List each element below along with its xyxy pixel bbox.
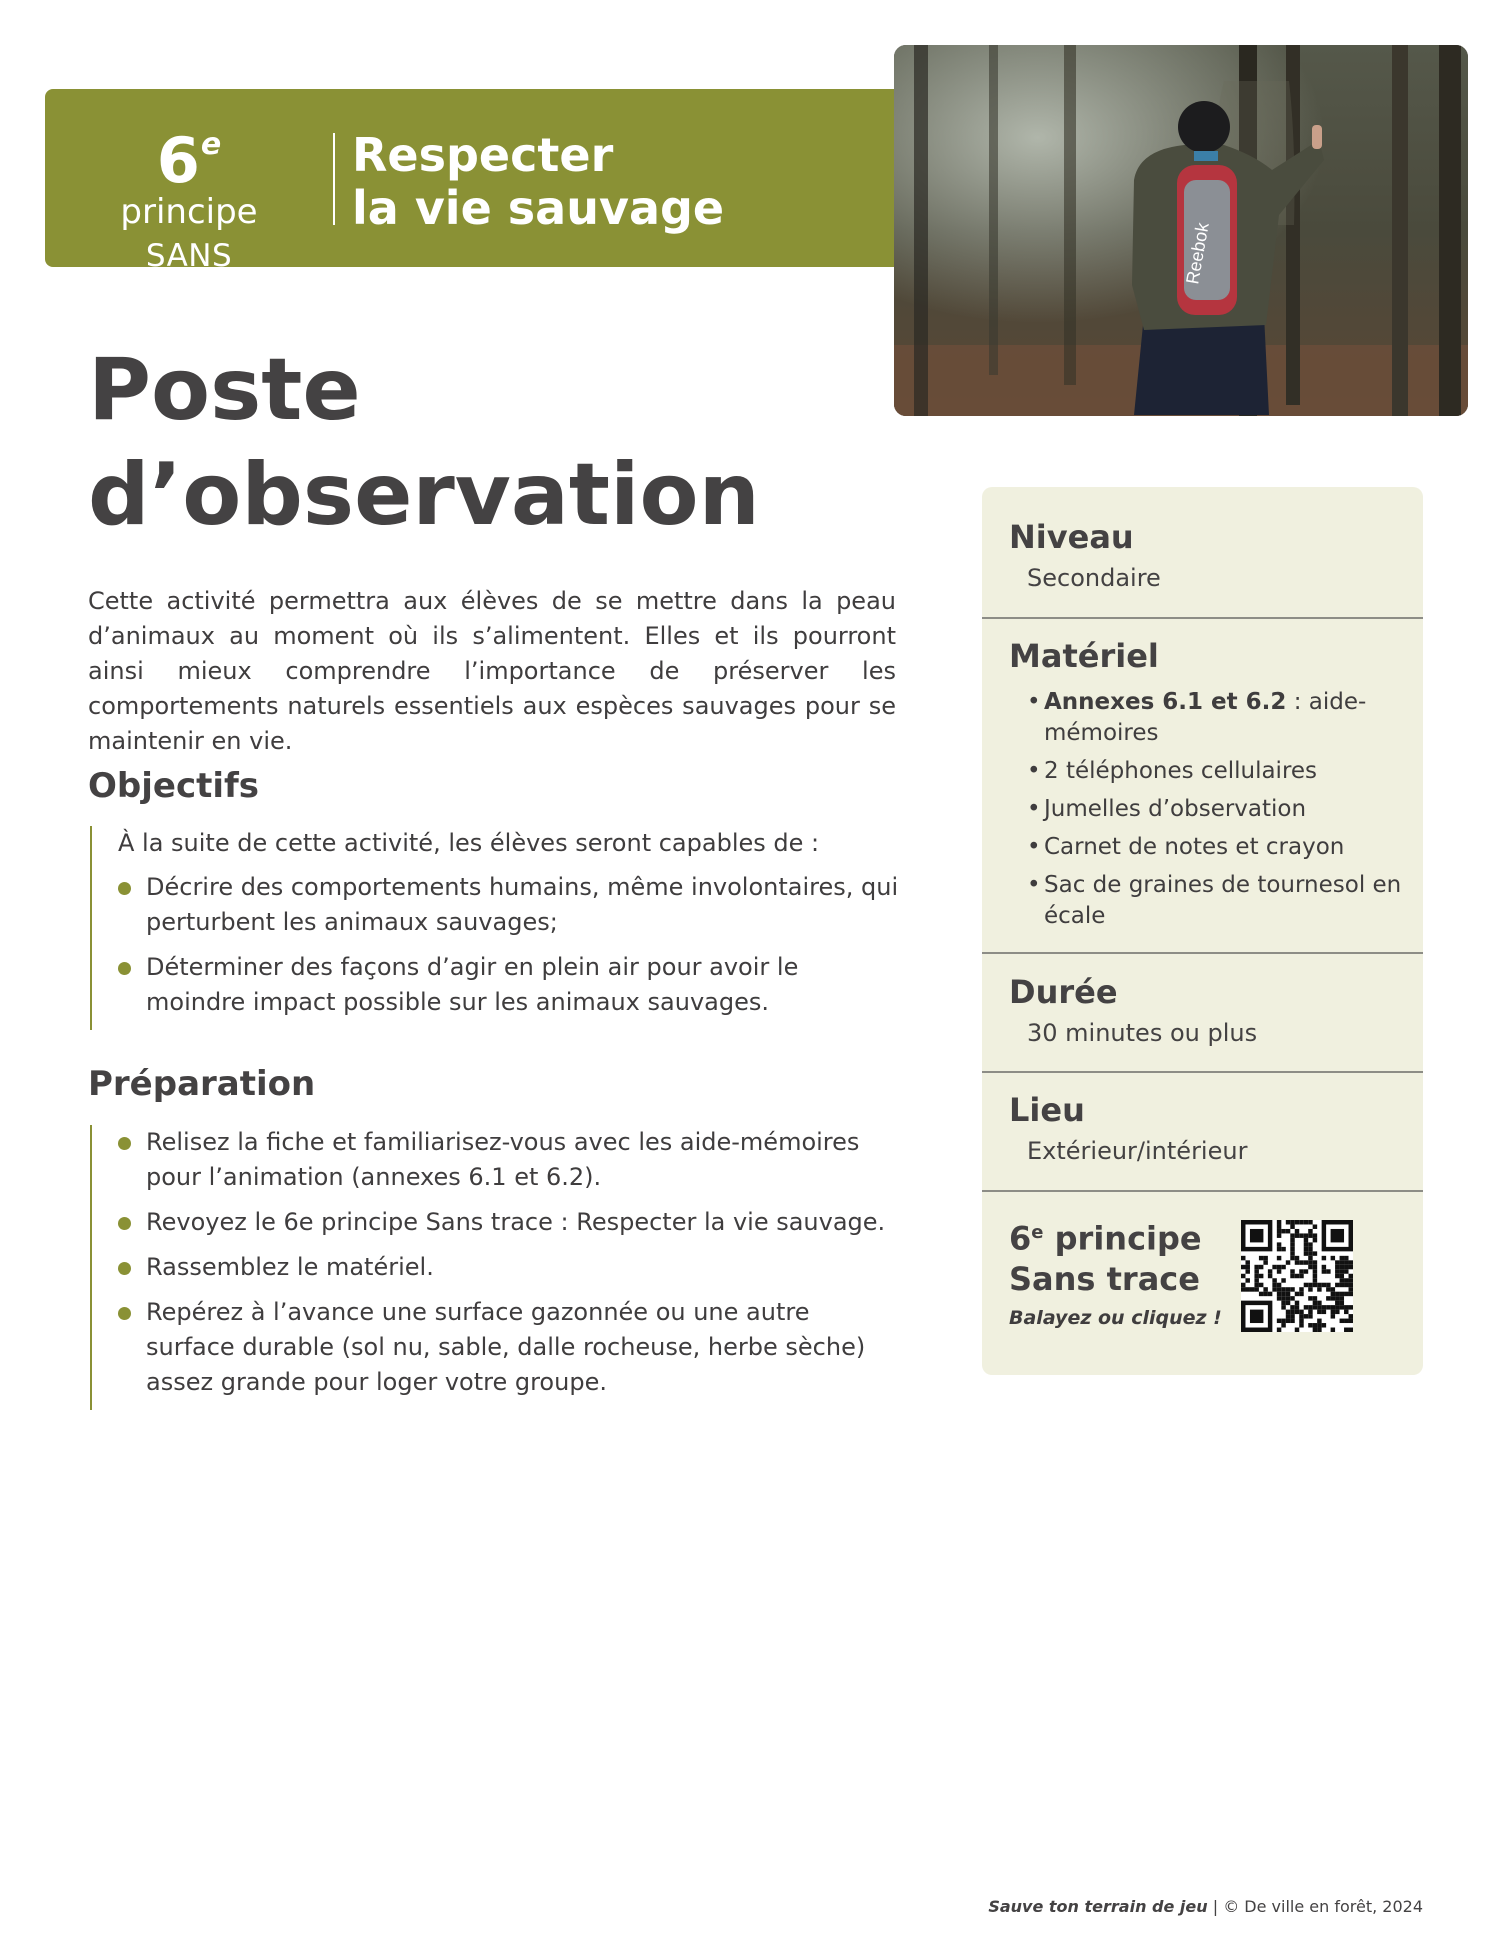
- materiel-list: [1027, 687, 1407, 939]
- intro-paragraph: Cette activité permettra aux élèves de se mettre dans la peau d’animaux au moment où ils s’alimentent. Elles et ils pourront ainsi mieux comprendre l’importance de préserver les comportements naturels essentiels aux espèces sauvages pour se maintenir en vie.: [88, 587, 896, 755]
- divider: [982, 1071, 1423, 1073]
- principle-brand: SANS TRACE: [137, 238, 241, 310]
- bullet-icon: •: [1027, 796, 1041, 822]
- bullet-dot-icon: [118, 962, 131, 975]
- divider: [982, 617, 1423, 619]
- list-item: [1027, 756, 1407, 787]
- materiel-heading: Matériel: [1009, 637, 1159, 675]
- backpack-logo: Reebok: [1182, 221, 1213, 286]
- list-item: [1027, 687, 1407, 749]
- list-item-text: Jumelles d’observation: [1044, 796, 1307, 822]
- list-item: [118, 1250, 900, 1285]
- list-item: [1027, 832, 1407, 863]
- principle-word: principe: [120, 192, 258, 232]
- list-item: [1027, 794, 1407, 825]
- banner-divider: [333, 133, 335, 225]
- divider: [982, 1190, 1423, 1192]
- materiel-annexes: Annexes 6.1 et 6.2: [1044, 689, 1287, 715]
- principle-number: 6: [156, 124, 200, 197]
- bullet-icon: •: [1027, 689, 1041, 715]
- qr-note: Balayez ou cliquez !: [1009, 1307, 1222, 1329]
- footer-publication: Sauve ton terrain de jeu: [988, 1897, 1208, 1916]
- objectifs-list: [118, 870, 900, 1020]
- footer-separator: |: [1207, 1897, 1224, 1916]
- principle-title-line1: Respecter: [352, 128, 614, 182]
- preparation-list: [118, 1125, 900, 1400]
- list-item-text: Rassemblez le matériel.: [146, 1253, 434, 1281]
- niveau-value: Secondaire: [1027, 564, 1161, 592]
- preparation-block: [90, 1125, 900, 1410]
- page-title-line1: Poste: [88, 340, 361, 440]
- qr-code[interactable]: [1241, 1220, 1353, 1332]
- list-item-text: Sac de graines de tournesol en écale: [1044, 872, 1402, 929]
- footer-copyright: © De ville en forêt, 2024: [1223, 1897, 1423, 1916]
- footer: [988, 1897, 1423, 1916]
- list-item-text: Relisez la fiche et familiarisez-vous avec les aide-mémoires pour l’animation (annexes 6.1 et 6.2).: [146, 1128, 860, 1191]
- principle-sup: e: [200, 127, 222, 162]
- objectifs-lead: À la suite de cette activité, les élèves seront capables de :: [118, 829, 820, 857]
- qr-heading-rest: principe: [1043, 1219, 1202, 1258]
- list-item: [118, 870, 900, 940]
- qr-heading-num: 6: [1009, 1219, 1032, 1258]
- bullet-icon: •: [1027, 758, 1041, 784]
- list-item-text: 2 téléphones cellulaires: [1044, 758, 1318, 784]
- list-item-text: Revoyez le 6e principe Sans trace : Respecter la vie sauvage.: [146, 1208, 886, 1236]
- qr-heading: [1009, 1213, 1202, 1299]
- list-item-text: Déterminer des façons d’agir en plein air pour avoir le moindre impact possible sur les animaux sauvages.: [146, 953, 799, 1016]
- list-item: [1027, 870, 1407, 932]
- materiel-annexes-rest: : aide-mémoires: [1044, 689, 1367, 746]
- hiker-photo: [894, 45, 1468, 416]
- lieu-heading: Lieu: [1009, 1091, 1085, 1129]
- bullet-icon: •: [1027, 834, 1041, 860]
- list-item: [118, 1205, 900, 1240]
- bullet-dot-icon: [118, 1262, 131, 1275]
- qr-heading-line2: Sans trace: [1009, 1259, 1200, 1298]
- duree-value: 30 minutes ou plus: [1027, 1019, 1258, 1047]
- principle-badge: [89, 124, 289, 310]
- forest-scene: [894, 45, 1468, 416]
- bullet-dot-icon: [118, 1307, 131, 1320]
- qr-code-icon[interactable]: [1241, 1220, 1353, 1332]
- bullet-dot-icon: [118, 1217, 131, 1230]
- preparation-heading: Préparation: [88, 1064, 316, 1104]
- duree-heading: Durée: [1009, 973, 1118, 1011]
- lieu-value: Extérieur/intérieur: [1027, 1137, 1248, 1165]
- list-item: [118, 1125, 900, 1195]
- list-item-text: Décrire des comportements humains, même involontaires, qui perturbent les animaux sauvages;: [146, 873, 899, 936]
- list-item-text: Repérez à l’avance une surface gazonnée ou une autre surface durable (sol nu, sable, dalle rocheuse, herbe sèche) assez grande pour loger votre groupe.: [146, 1298, 866, 1396]
- activity-sidebar: [982, 487, 1423, 1375]
- bullet-icon: •: [1027, 872, 1041, 898]
- list-item: [118, 950, 900, 1020]
- principle-banner: [45, 89, 905, 310]
- niveau-heading: Niveau: [1009, 518, 1134, 556]
- list-item: [118, 1295, 900, 1400]
- principle-title-line2: la vie sauvage: [352, 181, 725, 235]
- bullet-dot-icon: [118, 882, 131, 895]
- objectifs-heading: Objectifs: [88, 766, 260, 806]
- qr-heading-sup: e: [1031, 1222, 1044, 1243]
- page-title: [88, 338, 888, 548]
- objectifs-block: [90, 826, 900, 1030]
- bullet-dot-icon: [118, 1137, 131, 1150]
- divider: [982, 952, 1423, 954]
- principle-number-line: [89, 124, 289, 232]
- page-title-line2: d’observation: [88, 445, 760, 545]
- list-item-text: Carnet de notes et crayon: [1044, 834, 1345, 860]
- principle-title: [352, 129, 724, 235]
